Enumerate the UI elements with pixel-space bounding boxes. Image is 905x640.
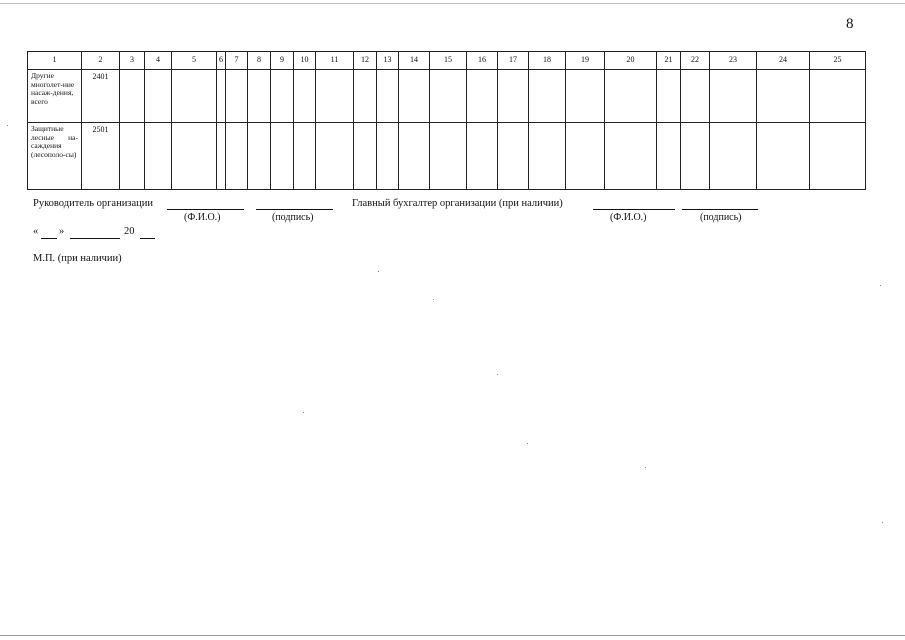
data-entry-cell[interactable] xyxy=(657,123,681,190)
column-number-header: 14 xyxy=(399,52,430,70)
scan-edge-top xyxy=(0,3,905,4)
data-entry-cell[interactable] xyxy=(271,123,294,190)
data-entry-cell[interactable] xyxy=(605,70,657,123)
scan-speck xyxy=(645,467,646,468)
table-header-row xyxy=(28,52,866,70)
form-table xyxy=(27,51,866,190)
data-entry-cell[interactable] xyxy=(145,70,172,123)
data-entry-cell[interactable] xyxy=(757,123,810,190)
accountant-signature-label: (подпись) xyxy=(700,212,742,223)
column-number-header: 11 xyxy=(316,52,354,70)
scan-speck xyxy=(880,285,881,286)
accountant-fio-label: (Ф.И.О.) xyxy=(610,212,647,223)
column-number-header: 21 xyxy=(657,52,681,70)
column-number-header: 19 xyxy=(566,52,605,70)
data-entry-cell[interactable] xyxy=(467,123,498,190)
head-fio-line[interactable] xyxy=(167,209,244,210)
column-number-header: 5 xyxy=(172,52,217,70)
stamp-label: М.П. (при наличии) xyxy=(33,253,122,264)
row-code-cell: 2501 xyxy=(82,123,120,190)
data-entry-cell[interactable] xyxy=(399,123,430,190)
data-entry-cell[interactable] xyxy=(226,123,248,190)
data-entry-cell[interactable] xyxy=(316,123,354,190)
table-row xyxy=(28,70,866,123)
scan-speck xyxy=(882,522,883,523)
data-entry-cell[interactable] xyxy=(172,123,217,190)
data-entry-cell[interactable] xyxy=(354,70,377,123)
column-number-header: 4 xyxy=(145,52,172,70)
column-number-header: 2 xyxy=(82,52,120,70)
data-entry-cell[interactable] xyxy=(498,123,529,190)
data-entry-cell[interactable] xyxy=(248,70,271,123)
data-entry-cell[interactable] xyxy=(377,70,399,123)
date-day-line[interactable] xyxy=(41,238,57,239)
data-entry-cell[interactable] xyxy=(399,70,430,123)
data-entry-cell[interactable] xyxy=(377,123,399,190)
data-entry-cell[interactable] xyxy=(120,123,145,190)
data-entry-cell[interactable] xyxy=(529,123,566,190)
date-open-quote: « xyxy=(33,226,39,237)
scan-speck xyxy=(497,374,498,375)
table-row xyxy=(28,123,866,190)
column-number-header: 25 xyxy=(810,52,866,70)
data-entry-cell[interactable] xyxy=(757,70,810,123)
data-entry-cell[interactable] xyxy=(566,70,605,123)
scan-edge-bottom xyxy=(0,635,905,636)
column-number-header: 22 xyxy=(681,52,710,70)
column-number-header: 16 xyxy=(467,52,498,70)
column-number-header: 6 xyxy=(217,52,226,70)
data-entry-cell[interactable] xyxy=(467,70,498,123)
column-number-header: 15 xyxy=(430,52,467,70)
date-year-line[interactable] xyxy=(140,238,155,239)
head-signature-line[interactable] xyxy=(256,209,333,210)
accountant-fio-line[interactable] xyxy=(593,209,675,210)
data-entry-cell[interactable] xyxy=(430,123,467,190)
scan-speck xyxy=(378,271,379,272)
scan-speck xyxy=(7,125,8,126)
column-number-header: 13 xyxy=(377,52,399,70)
scan-speck xyxy=(433,299,434,300)
accountant-label: Главный бухгалтер организации (при наличии) xyxy=(352,198,563,209)
data-entry-cell[interactable] xyxy=(657,70,681,123)
data-entry-cell[interactable] xyxy=(217,70,226,123)
column-number-header: 7 xyxy=(226,52,248,70)
data-entry-cell[interactable] xyxy=(430,70,467,123)
page-number: 8 xyxy=(846,16,854,32)
data-entry-cell[interactable] xyxy=(294,70,316,123)
column-number-header: 10 xyxy=(294,52,316,70)
data-entry-cell[interactable] xyxy=(294,123,316,190)
column-number-header: 24 xyxy=(757,52,810,70)
data-entry-cell[interactable] xyxy=(681,70,710,123)
head-fio-label: (Ф.И.О.) xyxy=(184,212,221,223)
scan-speck xyxy=(303,412,304,413)
data-entry-cell[interactable] xyxy=(120,70,145,123)
accountant-signature-line[interactable] xyxy=(682,209,758,210)
scan-speck xyxy=(527,443,528,444)
column-number-header: 23 xyxy=(710,52,757,70)
data-entry-cell[interactable] xyxy=(172,70,217,123)
data-entry-cell[interactable] xyxy=(248,123,271,190)
data-entry-cell[interactable] xyxy=(316,70,354,123)
row-name-cell: Другие многолет-ние насаж-дения, всего xyxy=(28,70,82,123)
data-entry-cell[interactable] xyxy=(710,123,757,190)
data-entry-cell[interactable] xyxy=(566,123,605,190)
row-name-cell: Защитные лесные на-саждения (лесополо-сы) xyxy=(28,123,82,190)
data-entry-cell[interactable] xyxy=(681,123,710,190)
column-number-header: 3 xyxy=(120,52,145,70)
column-number-header: 20 xyxy=(605,52,657,70)
column-number-header: 8 xyxy=(248,52,271,70)
column-number-header: 9 xyxy=(271,52,294,70)
column-number-header: 17 xyxy=(498,52,529,70)
column-number-header: 18 xyxy=(529,52,566,70)
date-year-prefix: 20 xyxy=(124,226,135,237)
data-entry-cell[interactable] xyxy=(226,70,248,123)
data-entry-cell[interactable] xyxy=(145,123,172,190)
data-entry-cell[interactable] xyxy=(810,123,866,190)
data-entry-cell[interactable] xyxy=(354,123,377,190)
data-entry-cell[interactable] xyxy=(529,70,566,123)
column-number-header: 1 xyxy=(28,52,82,70)
head-label: Руководитель организации xyxy=(33,198,153,209)
date-month-line[interactable] xyxy=(70,238,120,239)
data-entry-cell[interactable] xyxy=(498,70,529,123)
data-entry-cell[interactable] xyxy=(271,70,294,123)
head-signature-label: (подпись) xyxy=(272,212,314,223)
column-number-header: 12 xyxy=(354,52,377,70)
data-entry-cell[interactable] xyxy=(605,123,657,190)
data-entry-cell[interactable] xyxy=(710,70,757,123)
data-entry-cell[interactable] xyxy=(810,70,866,123)
row-code-cell: 2401 xyxy=(82,70,120,123)
data-entry-cell[interactable] xyxy=(217,123,226,190)
date-close-quote: » xyxy=(59,226,65,237)
